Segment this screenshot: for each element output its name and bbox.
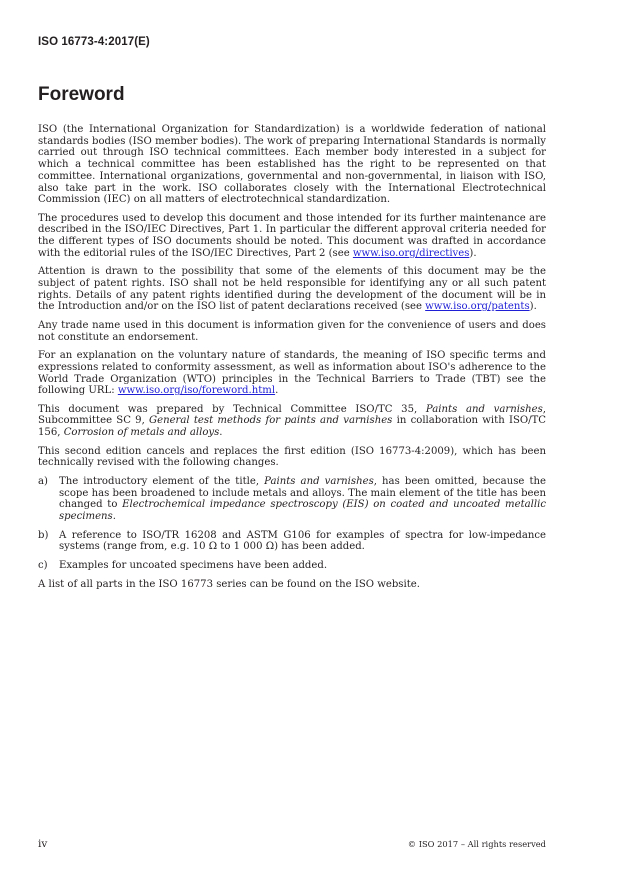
subcommittee-title: General test methods for paints and varnishes: [149, 415, 393, 427]
paragraph-voluntary-text: For an explanation on the voluntary nature of standards, the meaning of ISO specific terms and expressions related to conformity assessment, as well as information about ISO's adherence to the World Trade Organization (WTO) principles in the Technical Barriers to Trade (TBT) see the following URL:: [38, 350, 546, 397]
foreword-link[interactable]: www.iso.org/iso/foreword.html: [117, 385, 276, 397]
patents-link[interactable]: www.iso.org/patents: [425, 301, 530, 313]
paragraph-patents: [38, 266, 546, 313]
committee-text-d: .: [219, 427, 223, 439]
committee-title-corrosion: Corrosion of metals and alloys: [63, 427, 220, 439]
paragraph-series-list: A list of all parts in the ISO 16773 series can be found on the ISO website.: [38, 578, 420, 590]
document-id: ISO 16773-4:2017(E): [38, 36, 150, 48]
committee-text-b: , Subcommittee SC 9,: [38, 403, 546, 427]
paragraph-iso-intro: ISO (the International Organization for Standardization) is a worldwide federation of national standards bodies (ISO member bodies). The work of preparing International Standards is normally carried out through ISO technical committees. Each member body interested in a subject for which a technical committee has been established has the right to be represented on that committee. International organizations, governmental and non-governmental, in liaison with ISO, also take part in the work. ISO collaborates closely with the International Electrotechnical Commission (IEC) on all matters of electrotechnical standardization.: [38, 124, 546, 206]
change-item-a-text: [59, 476, 546, 523]
change-a-italic-1: Paints and varnishes: [264, 475, 374, 487]
page-title: Foreword: [38, 84, 125, 105]
change-a-part-3: .: [112, 510, 116, 522]
paragraph-voluntary-end: .: [275, 385, 279, 397]
list-marker: a): [38, 475, 48, 487]
paragraph-edition: This second edition cancels and replaces the first edition (ISO 16773-4:2009), which has been technically revised with the following changes.: [38, 445, 546, 469]
change-item-b: [38, 530, 546, 553]
paragraph-voluntary-nature: [38, 350, 546, 397]
change-a-part-1: The introductory element of the title,: [59, 475, 265, 487]
committee-title-paints: Paints and varnishes: [425, 403, 543, 415]
paragraph-committee: [38, 404, 546, 439]
change-item-c-text: Examples for uncoated specimens have been added.: [59, 560, 328, 572]
directives-link[interactable]: www.iso.org/directives: [352, 247, 470, 259]
change-item-c: [38, 560, 546, 572]
change-item-a: [38, 476, 546, 523]
paragraph-patents-text: Attention is drawn to the possibility that some of the elements of this document may be the subject of patent rights. ISO shall not be held responsible for identifying any or all such patent rights. Details of any patent rights identified during the development of the document will be in the Introduction and/or on the ISO list of patent declarations received (see: [38, 266, 546, 313]
copyright-notice: © ISO 2017 – All rights reserved: [407, 839, 546, 849]
change-a-italic-2: Electrochemical impedance spectroscopy (EIS) on coated and uncoated metallic specimens: [59, 499, 546, 522]
paragraph-patents-end: ).: [529, 301, 537, 313]
page-number: iv: [38, 838, 48, 850]
paragraph-procedures-end: ).: [469, 247, 477, 259]
list-marker: c): [38, 560, 48, 572]
committee-text-c: in collaboration with ISO/TC 156,: [38, 415, 546, 439]
list-marker: b): [38, 529, 49, 541]
foreword-body: [38, 124, 546, 597]
change-item-b-text: A reference to ISO/TR 16208 and ASTM G106 for examples of spectra for low-impedance systems (range from, e.g. 10 Ω to 1 000 Ω) has been added.: [59, 529, 546, 553]
paragraph-procedures: [38, 213, 546, 260]
change-a-part-2: , has been omitted, because the scope has been broadened to include metals and alloys. The main element of the title has been changed to: [59, 475, 546, 511]
committee-text-a: This document was prepared by Technical Committee ISO/TC 35,: [38, 403, 426, 415]
paragraph-trade-name: Any trade name used in this document is information given for the convenience of users and does not constitute an endorsement.: [38, 319, 546, 343]
paragraph-procedures-text: The procedures used to develop this document and those intended for its further maintenance are described in the ISO/IEC Directives, Part 1. In particular the different approval criteria needed for the different types of ISO documents should be noted. This document was drafted in accordance with the editorial rules of the ISO/IEC Directives, Part 2 (see: [38, 212, 546, 259]
